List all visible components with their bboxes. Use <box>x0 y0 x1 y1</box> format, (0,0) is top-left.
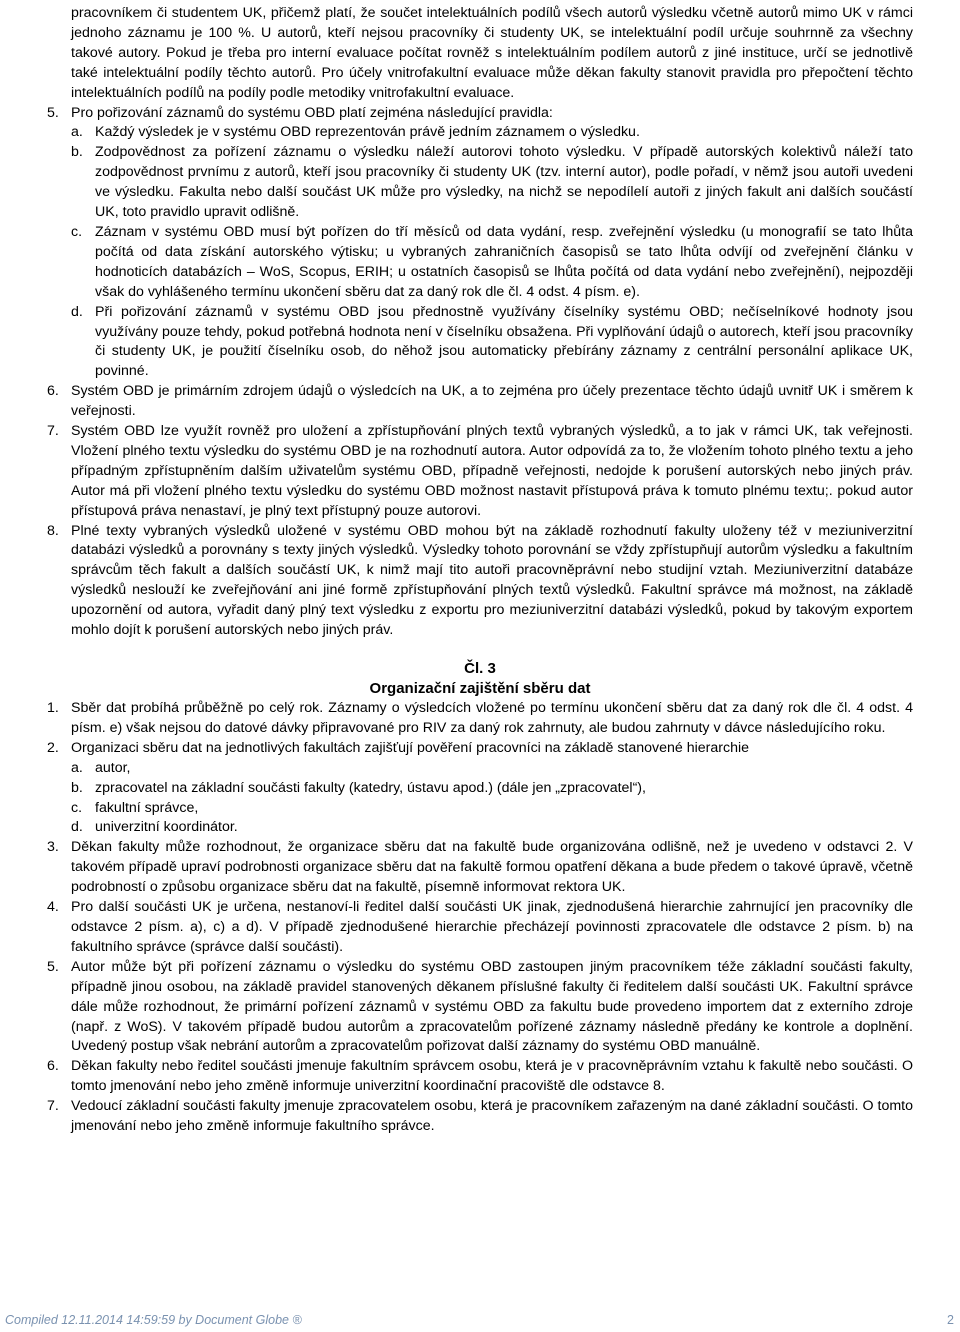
sub-letter: a. <box>71 124 83 141</box>
list-number: 7. <box>47 423 59 440</box>
sub-item-5b <box>71 143 913 223</box>
sub-text: zpracovatel na základní součásti fakulty (katedry, ústavu apod.) (dále jen „zpracovatel“), <box>95 779 646 796</box>
list-text: Sběr dat probíhá průběžně po celý rok. Záznamy o výsledcích vložené po termínu ukončení sběru dat za daný rok dle čl. 4 odst. 4 písm. e) však nejsou do datové dávky připravované pro RIV za daný rok zahrnuty, ale budou zahrnuty v dávce následujícího roku. <box>71 700 913 736</box>
article-item-3 <box>47 838 913 898</box>
list-item-5 <box>47 104 913 124</box>
list-number: 2. <box>47 739 59 756</box>
compiled-note: Compiled 12.11.2014 14:59:59 by Document Globe ® <box>5 1313 302 1327</box>
paragraph-continuation: pracovníkem či studentem UK, přičemž platí, že součet intelektuálních podílů všech autorů výsledku včetně autorů mimo UK v rámci jednoho záznamu je 100 %. U autorů, kteří nejsou pracovníky či studenty UK, se intelektuální podíl určuje souhrnně za všechny takové autory. Pokud je třeba pro interní evaluace počítat rovněž s intelektuálním podílem autorů z jiné instituce, určí se jednotlivě také intelektuální podíly těchto autorů. Pro účely vnitrofakultní evaluace může děkan fakulty stanovit pravidla pro přepočtení těchto intelektuálních podílů na podíly podle metodiky vnitrofakultní evaluace. <box>71 5 913 101</box>
page-footer <box>5 1313 954 1331</box>
list-number: 1. <box>47 700 59 716</box>
list-text: Děkan fakulty nebo ředitel součásti jmenuje fakultním správcem osobu, která je v pracovněprávním vztahu k fakultě nebo součásti. O tomto jmenování nebo jeho změně informuje univerzitní koordinační pracoviště dle odstavce 8. <box>71 1058 913 1095</box>
sub-text: Zodpovědnost za pořízení záznamu o výsledku náleží autorovi tohoto výsledku. V případě autorských kolektivů náleží tato zodpovědnost prvnímu z autorů, kteří jsou pracovníky či studenty UK (tzv. interní autor), podle pořadí, v němž jsou autoři uvedeni ve výsledku. Fakulta nebo další součást UK může pro výsledky, na nichž se nepodílelí autoři z jiných fakult ani dalších součástí UK, toto pravidlo upravit odlišně. <box>95 144 913 221</box>
sub-item-5c <box>71 223 913 303</box>
sub-letter: a. <box>71 759 83 776</box>
article-item-5 <box>47 958 913 1058</box>
article-item-6 <box>47 1057 913 1097</box>
sub-item-5a <box>71 123 913 143</box>
sub-letter: d. <box>71 303 83 320</box>
list-number: 5. <box>47 958 59 975</box>
sub-letter: c. <box>71 799 83 816</box>
list-text: Pro další součásti UK je určena, nestanoví-li ředitel další součásti UK jinak, zjednodušená hierarchie zahrnující jen pracovníky dle odstavce 2 písm. a), c) a d). V případě zjednodušené hierarchie přecházejí povinnosti zpracovatele dle odstavce 2 písm. b) na fakultního správce (správce další součásti). <box>71 899 913 955</box>
list-number: 8. <box>47 522 59 539</box>
sub-text: autor, <box>95 759 131 776</box>
sub-item-2d <box>71 818 913 838</box>
list-number: 6. <box>47 1058 59 1075</box>
list-text: Autor může být při pořízení záznamu o výsledku do systému OBD zastoupen jiným pracovníkem téže základní součásti fakulty, případně jinou osobou, na základě pravidel stanovených děkanem příslušné fakulty či ředitelem další součásti UK. Fakultní správce dále může rozhodnout, že primární pořízení záznamů v systému OBD za fakultu bude provedeno importem dat z externího zdroje (např. z WoS). V takovém případě budou autorům a zpracovatelům pořízené záznamy následně předány ke kontrole a doplnění. Uvedený postup však nebrání autorům a zpracovatelům pořizovat další záznamy do systému OBD manuálně. <box>71 958 913 1055</box>
list-text: Systém OBD je primárním zdrojem údajů o výsledcích na UK, a to zejména pro účely prezentace těchto údajů uvnitř UK i směrem k veřejnosti. <box>71 383 913 420</box>
sub-item-2c <box>71 799 913 819</box>
article-number: Čl. 3 <box>464 660 496 677</box>
list-number: 5. <box>47 104 59 121</box>
list-item-7 <box>47 422 913 522</box>
article-item-2 <box>47 739 913 759</box>
article-item-1 <box>47 699 913 739</box>
sub-text: fakultní správce, <box>95 799 199 816</box>
article-item-4 <box>47 898 913 958</box>
article-title: Organizační zajištění sběru dat <box>369 680 591 697</box>
sub-item-2a <box>71 759 913 779</box>
list-text: Organizaci sběru dat na jednotlivých fakultách zajišťují pověření pracovníci na základě stanovené hierarchie <box>71 739 750 756</box>
list-item-8 <box>47 522 913 641</box>
sub-item-2b <box>71 779 913 799</box>
list-number: 3. <box>47 839 59 856</box>
sub-letter: d. <box>71 819 83 836</box>
document-body <box>47 4 913 1137</box>
sub-letter: c. <box>71 223 83 240</box>
list-text: Plné texty vybraných výsledků uložené v systému OBD mohou být na základě rozhodnutí fakulty uloženy též v meziuniverzitní databázi výsledků a porovnány s texty jiných výsledků. Výsledky tohoto porovnání se vždy zpřístupňují autorům výsledku a fakultním správcům těch fakult a dalších součástí UK, k nimž mají tito autoři pracovněprávní nebo studijní vztah. Meziuniverzitní databáze výsledků neslouží ke zveřejňování ani jiné formě zpřístupňování plných textů výsledků. Fakultní správce má možnost, na základě upozornění od autora, vyřadit daný plný text výsledku z exportu pro meziuniverzitní databázi výsledků, pokud by takovým exportem mohlo dojít k porušení autorských nebo jiných práv. <box>71 522 913 639</box>
sub-text: Při pořizování záznamů v systému OBD jsou přednostně využívány číselníky systému OBD; nečíselníkové hodnoty jsou využívány pouze tehdy, pokud potřebná hodnota není v číselníku obsažena. Při vyplňování údajů o autorech, kteří jsou pracovníky či studenty UK, je použití číselníku osob, do něhož jsou automaticky přebírány záznamy z centrální personální aplikace UK, povinné. <box>95 303 913 380</box>
sub-text: univerzitní koordinátor. <box>95 819 238 836</box>
list-item-6 <box>47 382 913 422</box>
sub-letter: b. <box>71 779 83 796</box>
list-number: 4. <box>47 899 59 916</box>
list-text: Pro pořizování záznamů do systému OBD platí zejména následující pravidla: <box>71 104 553 121</box>
list-text: Systém OBD lze využít rovněž pro uložení a zpřístupňování plných textů vybraných výsledků, a to jak v rámci UK, tak veřejnosti. Vložení plného textu výsledku do systému OBD je na rozhodnutí autora. Autor odpovídá za to, že vložením tohoto plného textu a jeho případným zpřístupněním dalším uživatelům systému OBD, případně veřejnosti, nedojde k porušení autorských nebo jiných práv. Autor má při vložení plného textu výsledku do systému OBD možnost nastavit přístupová práva k tomuto plnému textu;. pokud autor přístupová práva nenastaví, je plný text přístupný pouze autorovi. <box>71 423 913 519</box>
list-text: Vedoucí základní součásti fakulty jmenuje zpracovatelem osobu, která je pracovníkem zařazeným na dané základní součásti. O tomto jmenování nebo jeho změně informuje fakultního správce. <box>71 1098 913 1135</box>
list-number: 7. <box>47 1098 59 1115</box>
article-item-7 <box>47 1097 913 1137</box>
page-number: 2 <box>947 1313 954 1327</box>
list-text: Děkan fakulty může rozhodnout, že organizace sběru dat na fakultě bude organizována odlišně, než je uvedeno v odstavci 2. V takovém případě upraví podrobnosti organizace sběru dat na fakultě formou opatření děkana a bude předem o takové úpravě, včetně podrobností o způsobu organizace sběru dat na fakultě, písemně informovat rektora UK. <box>71 839 913 896</box>
sub-text: Každý výsledek je v systému OBD reprezentován právě jedním záznamem o výsledku. <box>95 124 640 141</box>
sub-letter: b. <box>71 144 83 161</box>
sub-item-5d <box>71 303 913 383</box>
list-number: 6. <box>47 383 59 400</box>
sub-text: Záznam v systému OBD musí být pořízen do tří měsíců od data vydání, resp. zveřejnění výsledku (u monografií se tato lhůta počítá od data získání autorského výtisku; u vybraných zahraničních časopisů se tato lhůta odvíjí od zveřejnění článku v hodnoticích databázích – WoS, Scopus, ERIH; u ostatních časopisů se lhůta počítá od data vydání nebo zveřejnění), nejpozději však do vyhlášeného termínu ukončení sběru dat za daný rok dle čl. 4 odst. 4 písm. e). <box>95 223 913 300</box>
